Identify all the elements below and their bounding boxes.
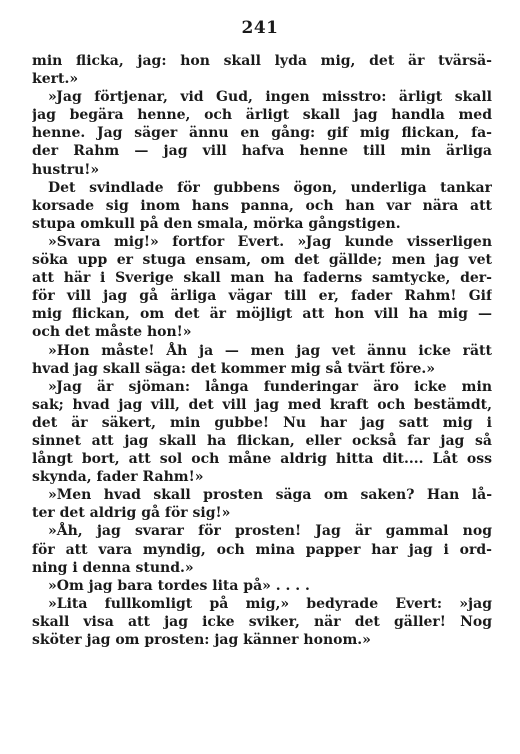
text-line: »Jag är sjöman: långa funderingar äro icke min (48, 378, 492, 395)
text-line: der Rahm — jag vill hafva henne till min ärliga (32, 143, 492, 160)
text-line: hustru!» (32, 161, 100, 178)
text-line: Det svindlade för gubbens ögon, underliga tankar (48, 179, 492, 196)
text-line: jag begära henne, och ärligt skall jag handla med (32, 107, 492, 124)
text-line: mig flickan, om det är möjligt att hon vill ha mig — (32, 306, 492, 323)
text-line: korsade sig inom hans panna, och han var nära att (32, 197, 492, 214)
page-number: 241 (241, 18, 279, 38)
text-line: och det måste hon!» (32, 324, 192, 341)
text-line: »Åh, jag svarar för prosten! Jag är gammal nog (48, 523, 492, 540)
text-line: »Men hvad skall prosten säga om saken? Han lå- (48, 487, 492, 504)
text-line: henne. Jag säger ännu en gång: gif mig flickan, fa- (32, 125, 492, 142)
text-line: sak; hvad jag vill, det vill jag med kraft och bestämdt, (32, 396, 492, 413)
text-line: »Lita fullkomligt på mig,» bedyrade Evert: »jag (48, 595, 492, 612)
text-line: skynda, fader Rahm!» (32, 469, 204, 486)
text-line: för vill jag gå ärliga vägar till er, fader Rahm! Gif (32, 288, 492, 305)
text-line: söka upp er stuga ensam, om det gällde; men jag vet (32, 252, 492, 269)
text-line: »Om jag bara tordes lita på» . . . . (48, 577, 310, 594)
text-line: skall visa att jag icke sviker, när det gäller! Nog (32, 613, 492, 630)
text-line: stupa omkull på den smala, mörka gångstigen. (32, 215, 401, 232)
text-line: ning i denna stund.» (32, 559, 194, 576)
text-line: »Jag förtjenar, vid Gud, ingen misstro: ärligt skall (48, 89, 492, 106)
text-line: långt bort, att sol och måne aldrig hitta dit.... Låt oss (32, 451, 492, 468)
text-line: kert.» (32, 71, 79, 88)
text-line: för att vara myndig, och mina papper har jag i ord- (32, 541, 492, 558)
text-line: »Svara mig!» fortfor Evert. »Jag kunde visserligen (48, 233, 492, 250)
text-line: hvad jag skall säga: det kommer mig så tvärt före.» (32, 360, 436, 377)
text-line: ter det aldrig gå för sig!» (32, 505, 231, 522)
text-line: sinnet att jag skall ha flickan, eller också far jag så (32, 432, 492, 449)
text-line: »Hon måste! Åh ja — men jag vet ännu icke rätt (48, 342, 492, 359)
text-line: min flicka, jag: hon skall lyda mig, det är tvärsä- (32, 53, 492, 69)
text-line: det är säkert, min gubbe! Nu har jag satt mig i (32, 414, 492, 431)
text-line: att här i Sverige skall man ha faderns samtycke, der- (32, 270, 492, 287)
body-text (32, 52, 492, 649)
text-line: sköter jag om prosten: jag känner honom.» (32, 632, 371, 648)
